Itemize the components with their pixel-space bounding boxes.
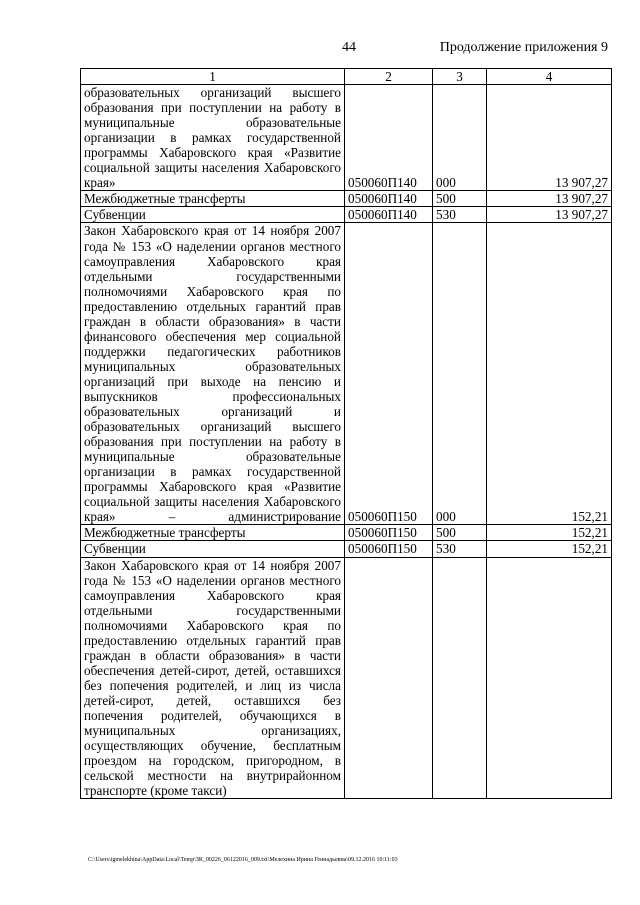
row-description: Закон Хабаровского края от 14 ноября 2007 года № 153 «О наделении органов местного самоуправления Хабаровского края отдельными государственными полномочиями Хабаровского края по предоставлению отдельных гарантий прав граждан в области образования» в части обеспечения детей-сирот, детей, оставшихся без попечения родителей, и лиц из числа детей-сирот, детей, оставшихся без попечения родителей, обучающихся в муниципальных организациях, осуществляющих обучение, бесплатным проездом на городском, пригородном, в сельской местности на внутрирайонном транспорте (кроме такси) [81, 557, 345, 799]
row-sum [487, 557, 612, 799]
table-row [81, 223, 612, 525]
table-row [81, 541, 612, 557]
row-description: образовательных организаций высшего образования при поступлении на работу в муниципальные образовательные организации в рамках государственной программы Хабаровского края «Развитие социальной защиты населения Хабаровского края» [81, 85, 345, 191]
row-type: 000 [433, 85, 487, 191]
page-title: Продолжение приложения 9 [439, 40, 608, 55]
budget-table [80, 68, 612, 799]
table-row [81, 191, 612, 207]
row-sum: 13 907,27 [487, 207, 612, 223]
row-description: Межбюджетные трансферты [81, 191, 345, 207]
table-row [81, 207, 612, 223]
row-code: 050060П150 [345, 541, 433, 557]
row-code: 050060П140 [345, 207, 433, 223]
row-type: 530 [433, 541, 487, 557]
page-number: 44 [342, 40, 356, 55]
row-code: 050060П150 [345, 525, 433, 541]
row-type: 530 [433, 207, 487, 223]
file-path-footer: C:\Users\igmelekhina\AppData\Local\Temp\ЗК_00226_06122016_009.txt\Мелехина Ирина Геннадьевна\09.12.2016 10:11:03 [88, 857, 398, 863]
row-type: 500 [433, 525, 487, 541]
row-sum: 152,21 [487, 525, 612, 541]
row-type: 000 [433, 223, 487, 525]
row-code: 050060П140 [345, 85, 433, 191]
row-description: Межбюджетные трансферты [81, 525, 345, 541]
row-sum: 13 907,27 [487, 191, 612, 207]
column-header: 3 [433, 69, 487, 85]
page-header [0, 40, 640, 56]
row-sum: 152,21 [487, 223, 612, 525]
row-description: Субвенции [81, 541, 345, 557]
row-code: 050060П140 [345, 191, 433, 207]
column-header: 2 [345, 69, 433, 85]
row-type [433, 557, 487, 799]
row-description: Закон Хабаровского края от 14 ноября 2007 года № 153 «О наделении органов местного самоуправления Хабаровского края отдельными государственными полномочиями Хабаровского края по предоставлению отдельных гарантий прав граждан в области образования» в части финансового обеспечения мер социальной поддержки педагогических работников муниципальных образовательных организаций при выходе на пенсию и выпускников профессиональных образовательных организаций и образовательных организаций высшего образования при поступлении на работу в муниципальные образовательные организации в рамках государственной программы Хабаровского края «Развитие социальной защиты населения Хабаровского края» – администрирование [81, 223, 345, 525]
table-row [81, 557, 612, 799]
row-code [345, 557, 433, 799]
column-header: 4 [487, 69, 612, 85]
row-sum: 152,21 [487, 541, 612, 557]
row-code: 050060П150 [345, 223, 433, 525]
column-header: 1 [81, 69, 345, 85]
table-row [81, 525, 612, 541]
row-sum: 13 907,27 [487, 85, 612, 191]
row-type: 500 [433, 191, 487, 207]
table-header-row [81, 69, 612, 85]
table-row [81, 85, 612, 191]
row-description: Субвенции [81, 207, 345, 223]
